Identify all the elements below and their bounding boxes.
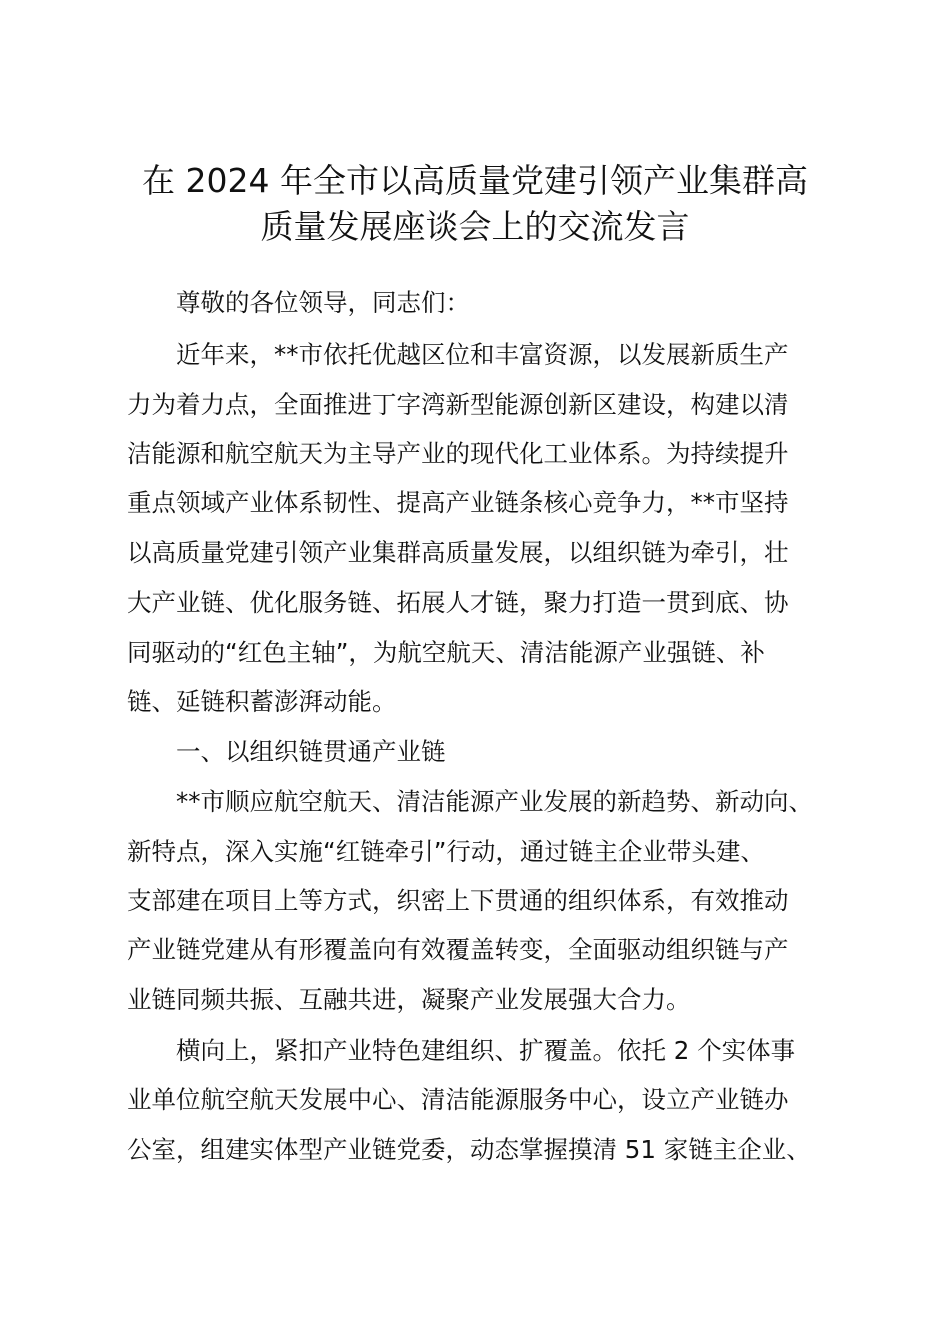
title-line-2: 质量发展座谈会上的交流发言 bbox=[260, 207, 690, 246]
title-line-1: 在 2024 年全市以高质量党建引领产业集群高 bbox=[142, 161, 808, 200]
text-line: 同驱动的“红色主轴”，为航空航天、清洁能源产业强链、补 bbox=[127, 638, 765, 667]
section-heading: 一、以组织链贯通产业链 bbox=[127, 737, 446, 766]
text-line: 支部建在项目上等方式，织密上下贯通的组织体系，有效推动 bbox=[127, 886, 789, 915]
text-line: 公室，组建实体型产业链党委，动态掌握摸清 51 家链主企业、 bbox=[127, 1135, 811, 1164]
text-line: 大产业链、优化服务链、拓展人才链，聚力打造一贯到底、协 bbox=[127, 588, 789, 617]
text-line: 重点领域产业体系韧性、提高产业链条核心竞争力，**市坚持 bbox=[127, 488, 789, 517]
text-line: **市顺应航空航天、清洁能源产业发展的新趋势、新动向、 bbox=[127, 787, 813, 816]
text-line: 业链同频共振、互融共进，凝聚产业发展强大合力。 bbox=[127, 985, 691, 1014]
text-line: 新特点，深入实施“红链牵引”行动，通过链主企业带头建、 bbox=[127, 837, 765, 866]
text-line: 尊敬的各位领导，同志们： bbox=[127, 288, 470, 317]
text-line: 横向上，紧扣产业特色建组织、扩覆盖。依托 2 个实体事 bbox=[127, 1036, 796, 1065]
text-line: 力为着力点，全面推进丁字湾新型能源创新区建设，构建以清 bbox=[127, 390, 789, 419]
text-line: 产业链党建从有形覆盖向有效覆盖转变，全面驱动组织链与产 bbox=[127, 935, 789, 964]
text-line: 以高质量党建引领产业集群高质量发展，以组织链为牵引，壮 bbox=[127, 538, 789, 567]
text-line: 洁能源和航空航天为主导产业的现代化工业体系。为持续提升 bbox=[127, 439, 789, 468]
page-title bbox=[80, 158, 870, 250]
text-line: 业单位航空航天发展中心、清洁能源服务中心，设立产业链办 bbox=[127, 1085, 789, 1114]
text-line: 链、延链积蓄澎湃动能。 bbox=[127, 687, 397, 716]
text-line: 近年来，**市依托优越区位和丰富资源，以发展新质生产 bbox=[127, 340, 789, 369]
